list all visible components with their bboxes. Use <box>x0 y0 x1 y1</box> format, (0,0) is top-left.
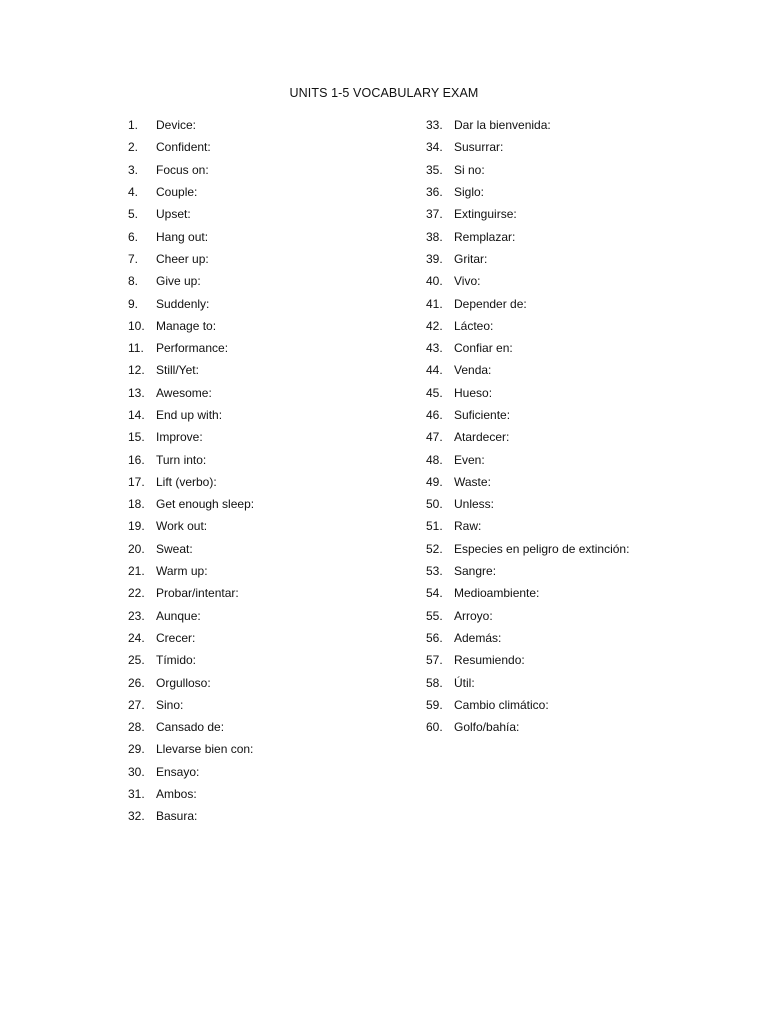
list-item <box>128 493 418 515</box>
item-number: 2. <box>128 140 139 155</box>
item-term: Especies en peligro de extinción: <box>454 541 630 556</box>
list-item <box>426 159 746 181</box>
list-item <box>426 671 746 693</box>
item-term: Ensayo: <box>156 764 200 779</box>
item-number: 17. <box>128 474 145 489</box>
item-term: Unless: <box>454 497 495 512</box>
list-item <box>128 671 418 693</box>
item-number: 12. <box>128 363 145 378</box>
item-number: 23. <box>128 608 145 623</box>
list-item <box>128 404 418 426</box>
item-term: Orgulloso: <box>156 675 211 690</box>
list-item <box>426 270 746 292</box>
item-number: 60. <box>426 720 443 735</box>
item-number: 43. <box>426 341 443 356</box>
list-item <box>426 515 746 537</box>
list-item <box>426 538 746 560</box>
item-term: Device: <box>156 118 197 133</box>
item-number: 53. <box>426 564 443 579</box>
item-term: Sino: <box>156 697 184 712</box>
page-title: UNITS 1-5 VOCABULARY EXAM <box>289 86 479 100</box>
list-item <box>128 515 418 537</box>
item-number: 16. <box>128 452 145 467</box>
list-item <box>426 471 746 493</box>
item-term: Even: <box>454 452 485 467</box>
list-item <box>128 761 418 783</box>
item-term: Medioambiente: <box>454 586 540 601</box>
item-term: Dar la bienvenida: <box>454 118 551 133</box>
list-item <box>426 315 746 337</box>
item-term: Golfo/bahía: <box>454 720 520 735</box>
item-number: 47. <box>426 430 443 445</box>
vocabulary-list-left <box>128 114 418 828</box>
item-number: 9. <box>128 296 139 311</box>
list-item <box>128 627 418 649</box>
list-item <box>128 315 418 337</box>
list-item <box>128 114 418 136</box>
item-term: Work out: <box>156 519 208 534</box>
list-item <box>426 292 746 314</box>
item-number: 29. <box>128 742 145 757</box>
list-item <box>426 716 746 738</box>
item-number: 44. <box>426 363 443 378</box>
list-item <box>426 248 746 270</box>
item-number: 6. <box>128 229 139 244</box>
list-item <box>426 114 746 136</box>
item-number: 50. <box>426 497 443 512</box>
item-number: 27. <box>128 697 145 712</box>
list-item <box>128 560 418 582</box>
item-number: 13. <box>128 385 145 400</box>
list-item <box>426 404 746 426</box>
list-item <box>128 471 418 493</box>
item-number: 52. <box>426 541 443 556</box>
list-item <box>426 359 746 381</box>
list-item <box>426 225 746 247</box>
item-number: 11. <box>128 341 144 356</box>
item-number: 35. <box>426 162 443 177</box>
item-term: Cansado de: <box>156 720 225 735</box>
item-term: Remplazar: <box>454 229 516 244</box>
item-number: 58. <box>426 675 443 690</box>
item-term: Aunque: <box>156 608 201 623</box>
item-term: Depender de: <box>454 296 527 311</box>
list-item <box>128 605 418 627</box>
item-number: 40. <box>426 274 443 289</box>
item-term: Improve: <box>156 430 203 445</box>
item-number: 32. <box>128 809 145 824</box>
item-number: 55. <box>426 608 443 623</box>
item-term: End up with: <box>156 408 223 422</box>
list-item <box>128 181 418 203</box>
item-number: 21. <box>128 564 145 579</box>
item-term: Hang out: <box>156 229 209 244</box>
list-item <box>426 136 746 158</box>
item-term: Lácteo: <box>454 318 494 333</box>
item-term: Get enough sleep: <box>156 497 255 512</box>
list-item <box>128 649 418 671</box>
item-number: 19. <box>128 519 145 534</box>
item-term: Confident: <box>156 140 211 155</box>
list-item <box>128 426 418 448</box>
item-term: Atardecer: <box>454 430 510 445</box>
list-item <box>128 382 418 404</box>
list-item <box>128 738 418 760</box>
item-term: Suddenly: <box>156 296 210 311</box>
list-item <box>128 694 418 716</box>
item-number: 5. <box>128 207 139 222</box>
list-item <box>128 448 418 470</box>
item-number: 20. <box>128 541 145 556</box>
list-item <box>128 136 418 158</box>
list-item <box>426 605 746 627</box>
item-number: 10. <box>128 318 145 333</box>
item-term: Confiar en: <box>454 341 513 356</box>
item-number: 57. <box>426 653 443 668</box>
list-item <box>128 270 418 292</box>
item-number: 8. <box>128 274 139 289</box>
item-term: Manage to: <box>156 318 217 333</box>
item-number: 37. <box>426 207 443 222</box>
item-number: 34. <box>426 140 443 155</box>
item-term: Útil: <box>454 675 475 690</box>
item-term: Lift (verbo): <box>156 474 217 489</box>
item-number: 14. <box>128 408 145 422</box>
item-number: 39. <box>426 251 443 266</box>
item-number: 49. <box>426 474 443 489</box>
item-number: 4. <box>128 185 139 200</box>
item-term: Resumiendo: <box>454 653 525 668</box>
item-term: Extinguirse: <box>454 207 517 222</box>
item-term: Focus on: <box>156 162 209 177</box>
item-number: 41. <box>426 296 443 311</box>
item-number: 59. <box>426 697 443 712</box>
item-number: 56. <box>426 630 443 645</box>
item-term: Waste: <box>454 474 491 489</box>
item-number: 42. <box>426 318 443 333</box>
list-item <box>128 538 418 560</box>
item-term: Cambio climático: <box>454 697 549 712</box>
list-item <box>426 493 746 515</box>
item-term: Suficiente: <box>454 408 511 422</box>
list-item <box>128 159 418 181</box>
item-term: Siglo: <box>454 185 485 200</box>
item-term: Ambos: <box>156 787 197 802</box>
list-item <box>128 292 418 314</box>
list-item <box>426 560 746 582</box>
item-number: 31. <box>128 787 145 802</box>
item-term: Still/Yet: <box>156 363 199 378</box>
list-item <box>128 783 418 805</box>
list-item <box>426 382 746 404</box>
item-term: Sangre: <box>454 564 497 579</box>
item-number: 51. <box>426 519 443 534</box>
list-item <box>128 716 418 738</box>
list-item <box>426 627 746 649</box>
item-number: 45. <box>426 385 443 400</box>
list-item <box>128 203 418 225</box>
list-item <box>128 582 418 604</box>
list-item <box>426 694 746 716</box>
item-number: 30. <box>128 764 145 779</box>
list-item <box>128 805 418 827</box>
vocabulary-list-right <box>426 114 746 738</box>
item-term: Hueso: <box>454 385 493 400</box>
item-term: Vivo: <box>454 274 481 289</box>
item-number: 15. <box>128 430 145 445</box>
item-term: Cheer up: <box>156 251 209 266</box>
list-item <box>426 649 746 671</box>
item-term: Awesome: <box>156 385 212 400</box>
item-term: Turn into: <box>156 452 207 467</box>
item-number: 33. <box>426 118 443 133</box>
list-item <box>426 337 746 359</box>
item-term: Probar/intentar: <box>156 586 239 601</box>
list-item <box>128 248 418 270</box>
item-term: Warm up: <box>156 564 208 579</box>
item-number: 26. <box>128 675 145 690</box>
item-term: Basura: <box>156 809 198 824</box>
item-number: 28. <box>128 720 145 735</box>
item-term: Gritar: <box>454 251 488 266</box>
item-number: 46. <box>426 408 443 422</box>
list-item <box>128 225 418 247</box>
list-item <box>128 359 418 381</box>
item-term: Además: <box>454 630 502 645</box>
list-item <box>426 448 746 470</box>
item-term: Venda: <box>454 363 492 378</box>
item-term: Si no: <box>454 162 485 177</box>
item-term: Susurrar: <box>454 140 504 155</box>
item-number: 22. <box>128 586 145 601</box>
item-number: 24. <box>128 630 145 645</box>
item-term: Upset: <box>156 207 191 222</box>
item-term: Tímido: <box>156 653 197 668</box>
item-number: 1. <box>128 118 139 133</box>
item-term: Arroyo: <box>454 608 493 623</box>
list-item <box>426 582 746 604</box>
item-term: Sweat: <box>156 541 193 556</box>
list-item <box>426 181 746 203</box>
item-number: 25. <box>128 653 145 668</box>
item-number: 36. <box>426 185 443 200</box>
item-number: 54. <box>426 586 443 601</box>
item-term: Performance: <box>156 341 229 356</box>
item-number: 38. <box>426 229 443 244</box>
item-number: 3. <box>128 162 139 177</box>
item-term: Give up: <box>156 274 201 289</box>
item-term: Couple: <box>156 185 198 200</box>
list-item <box>426 203 746 225</box>
item-number: 48. <box>426 452 443 467</box>
list-item <box>128 337 418 359</box>
item-term: Raw: <box>454 519 482 534</box>
item-number: 18. <box>128 497 145 512</box>
item-number: 7. <box>128 251 139 266</box>
item-term: Llevarse bien con: <box>156 742 254 757</box>
list-item <box>426 426 746 448</box>
item-term: Crecer: <box>156 630 196 645</box>
